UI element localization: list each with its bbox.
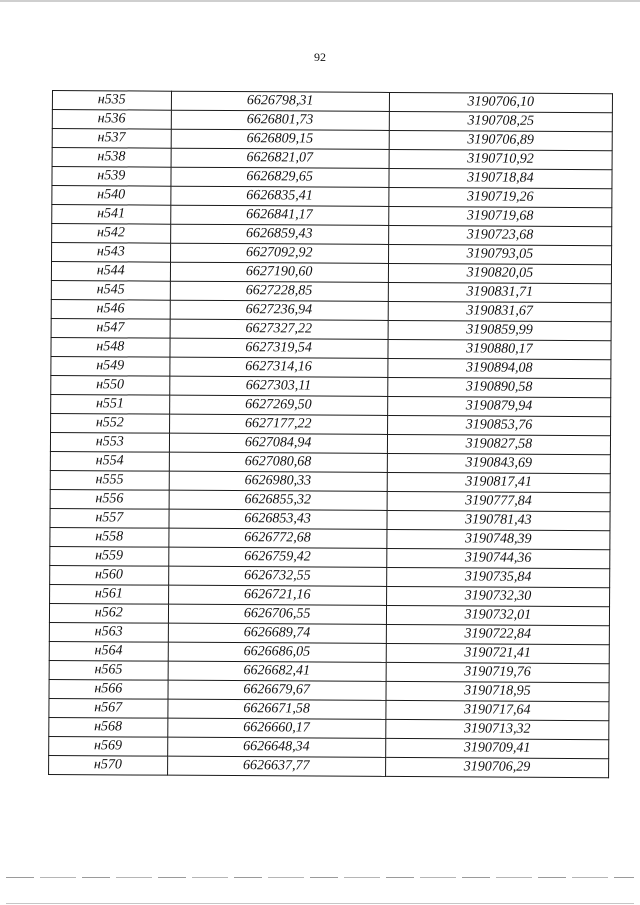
x-coordinate-cell: 6626660,17 (167, 718, 385, 738)
point-id-cell: н559 (50, 546, 169, 566)
x-coordinate-cell: 6627236,94 (170, 300, 388, 320)
x-coordinate-cell: 6626648,34 (167, 737, 385, 757)
y-coordinate-cell: 3190718,84 (389, 168, 612, 188)
point-id-cell: н564 (49, 641, 168, 661)
point-id-cell: н557 (50, 508, 169, 528)
point-id-cell: н567 (49, 698, 168, 718)
point-id-cell: н548 (51, 337, 170, 357)
x-coordinate-cell: 6626759,42 (168, 547, 386, 567)
point-id-cell: н543 (52, 243, 171, 263)
x-coordinate-cell: 6627084,94 (169, 433, 387, 453)
point-id-cell: н558 (50, 527, 169, 547)
point-id-cell: н560 (50, 565, 169, 585)
point-id-cell: н538 (52, 148, 171, 168)
y-coordinate-cell: 3190744,36 (387, 548, 610, 568)
y-coordinate-cell: 3190748,39 (387, 529, 610, 549)
y-coordinate-cell: 3190894,08 (388, 358, 611, 378)
y-coordinate-cell: 3190706,10 (389, 92, 612, 112)
y-coordinate-cell: 3190853,76 (387, 415, 610, 435)
x-coordinate-cell: 6627327,22 (170, 319, 388, 339)
y-coordinate-cell: 3190719,68 (389, 206, 612, 226)
x-coordinate-cell: 6627303,11 (169, 376, 387, 396)
x-coordinate-cell: 6627319,54 (170, 338, 388, 358)
point-id-cell: н550 (51, 375, 170, 395)
y-coordinate-cell: 3190709,41 (385, 738, 608, 758)
point-id-cell: н535 (52, 91, 171, 111)
x-coordinate-cell: 6627190,60 (170, 262, 388, 282)
y-coordinate-cell: 3190732,01 (386, 605, 609, 625)
point-id-cell: н555 (50, 470, 169, 490)
x-coordinate-cell: 6626706,55 (168, 604, 386, 624)
point-id-cell: н542 (52, 224, 171, 244)
y-coordinate-cell: 3190827,58 (387, 434, 610, 454)
point-id-cell: н552 (51, 413, 170, 433)
y-coordinate-cell: 3190719,76 (386, 662, 609, 682)
y-coordinate-cell: 3190721,41 (386, 643, 609, 663)
x-coordinate-cell: 6626798,31 (171, 91, 389, 111)
x-coordinate-cell: 6626841,17 (170, 205, 388, 225)
scan-top-edge (0, 0, 640, 2)
y-coordinate-cell: 3190708,25 (389, 111, 612, 131)
y-coordinate-cell: 3190713,32 (386, 719, 609, 739)
point-id-cell: н563 (49, 622, 168, 642)
point-id-cell: н561 (50, 584, 169, 604)
x-coordinate-cell: 6626829,65 (170, 167, 388, 187)
x-coordinate-cell: 6627269,50 (169, 395, 387, 415)
point-id-cell: н536 (52, 110, 171, 130)
x-coordinate-cell: 6626637,77 (167, 756, 385, 776)
x-coordinate-cell: 6626671,58 (167, 699, 385, 719)
y-coordinate-cell: 3190717,64 (386, 700, 609, 720)
point-id-cell: н565 (49, 660, 168, 680)
table-row (49, 755, 609, 777)
point-id-cell: н569 (49, 736, 168, 756)
x-coordinate-cell: 6626853,43 (169, 509, 387, 529)
x-coordinate-cell: 6627314,16 (169, 357, 387, 377)
x-coordinate-cell: 6627177,22 (169, 414, 387, 434)
y-coordinate-cell: 3190781,43 (387, 510, 610, 530)
point-id-cell: н554 (50, 451, 169, 471)
x-coordinate-cell: 6626682,41 (168, 661, 386, 681)
x-coordinate-cell: 6626679,67 (168, 680, 386, 700)
y-coordinate-cell: 3190719,26 (389, 187, 612, 207)
x-coordinate-cell: 6627228,85 (170, 281, 388, 301)
y-coordinate-cell: 3190735,84 (386, 567, 609, 587)
point-id-cell: н549 (51, 356, 170, 376)
y-coordinate-cell: 3190890,58 (388, 377, 611, 397)
scan-artifact-line (6, 877, 634, 878)
x-coordinate-cell: 6626801,73 (171, 110, 389, 130)
y-coordinate-cell: 3190706,29 (385, 757, 608, 777)
point-id-cell: н556 (50, 489, 169, 509)
x-coordinate-cell: 6627092,92 (170, 243, 388, 263)
scan-bottom-edge (6, 903, 634, 904)
point-id-cell: н545 (51, 280, 170, 300)
point-id-cell: н547 (51, 318, 170, 338)
x-coordinate-cell: 6627080,68 (169, 452, 387, 472)
x-coordinate-cell: 6626859,43 (170, 224, 388, 244)
point-id-cell: н553 (50, 432, 169, 452)
y-coordinate-cell: 3190879,94 (387, 396, 610, 416)
x-coordinate-cell: 6626686,05 (168, 642, 386, 662)
x-coordinate-cell: 6626835,41 (170, 186, 388, 206)
y-coordinate-cell: 3190718,95 (386, 681, 609, 701)
y-coordinate-cell: 3190710,92 (389, 149, 612, 169)
page-number: 92 (314, 50, 326, 64)
point-id-cell: н541 (52, 205, 171, 225)
x-coordinate-cell: 6626980,33 (169, 471, 387, 491)
y-coordinate-cell: 3190817,41 (387, 472, 610, 492)
y-coordinate-cell: 3190880,17 (388, 339, 611, 359)
point-id-cell: н544 (51, 262, 170, 282)
point-id-cell: н566 (49, 679, 168, 699)
point-id-cell: н540 (52, 186, 171, 206)
y-coordinate-cell: 3190831,67 (388, 301, 611, 321)
y-coordinate-cell: 3190843,69 (387, 453, 610, 473)
y-coordinate-cell: 3190777,84 (387, 491, 610, 511)
x-coordinate-cell: 6626855,32 (169, 490, 387, 510)
y-coordinate-cell: 3190831,71 (388, 282, 611, 302)
point-id-cell: н539 (52, 167, 171, 187)
y-coordinate-cell: 3190820,05 (388, 263, 611, 283)
point-id-cell: н568 (49, 717, 168, 737)
y-coordinate-cell: 3190722,84 (386, 624, 609, 644)
y-coordinate-cell: 3190793,05 (388, 244, 611, 264)
point-id-cell: н546 (51, 299, 170, 319)
x-coordinate-cell: 6626721,16 (168, 585, 386, 605)
y-coordinate-cell: 3190706,89 (389, 130, 612, 150)
point-id-cell: н570 (49, 755, 168, 775)
coordinates-table (48, 90, 613, 778)
point-id-cell: н537 (52, 129, 171, 149)
point-id-cell: н562 (49, 603, 168, 623)
x-coordinate-cell: 6626732,55 (168, 566, 386, 586)
y-coordinate-cell: 3190723,68 (388, 225, 611, 245)
point-id-cell: н551 (51, 394, 170, 414)
x-coordinate-cell: 6626689,74 (168, 623, 386, 643)
x-coordinate-cell: 6626772,68 (168, 528, 386, 548)
x-coordinate-cell: 6626821,07 (171, 148, 389, 168)
y-coordinate-cell: 3190732,30 (386, 586, 609, 606)
coordinates-table-body (49, 91, 613, 778)
y-coordinate-cell: 3190859,99 (388, 320, 611, 340)
x-coordinate-cell: 6626809,15 (171, 129, 389, 149)
